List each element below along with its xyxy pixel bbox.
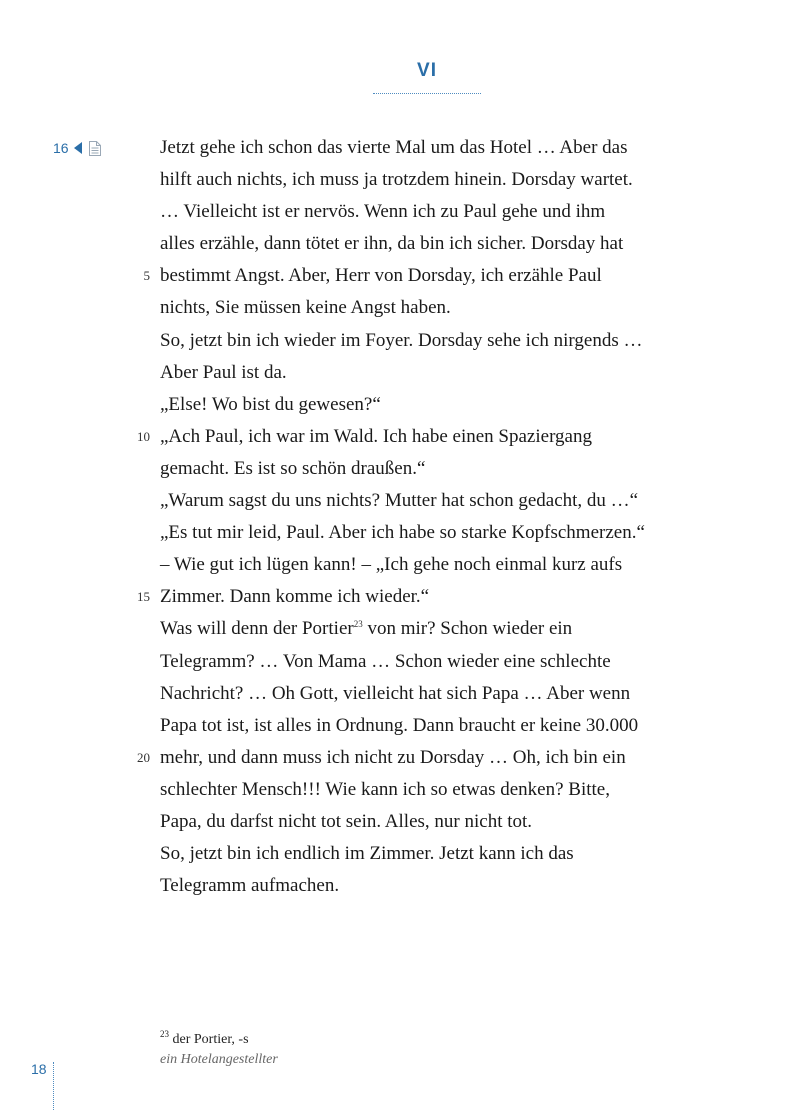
line-text bbox=[160, 132, 628, 164]
text-segment: bestimmt Angst. Aber, Herr von Dorsday, ich erzähle Paul bbox=[160, 265, 602, 287]
line-text bbox=[160, 710, 638, 742]
line-text bbox=[160, 742, 626, 774]
text-line bbox=[0, 549, 790, 581]
text-segment: „Warum sagst du uns nichts? Mutter hat schon gedacht, du …“ bbox=[160, 490, 639, 512]
text-segment: schlechter Mensch!!! Wie kann ich so etwas denken? Bitte, bbox=[160, 778, 610, 800]
page-number: 18 bbox=[31, 1061, 47, 1077]
text-segment: nichts, Sie müssen keine Angst haben. bbox=[160, 297, 451, 319]
text-line bbox=[0, 646, 790, 678]
text-segment: mehr, und dann muss ich nicht zu Dorsday … Oh, ich bin ein bbox=[160, 746, 626, 768]
text-segment: – Wie gut ich lügen kann! – „Ich gehe noch einmal kurz aufs bbox=[160, 554, 623, 576]
text-line bbox=[0, 421, 790, 453]
line-number: 10 bbox=[137, 428, 150, 444]
line-text bbox=[160, 325, 642, 357]
text-line bbox=[0, 260, 790, 292]
chapter-title: VI bbox=[417, 60, 437, 81]
line-text bbox=[160, 357, 287, 389]
line-text bbox=[160, 838, 574, 870]
text-line bbox=[0, 132, 790, 164]
line-text bbox=[160, 485, 638, 517]
text-segment: „Else! Wo bist du gewesen?“ bbox=[160, 393, 381, 415]
line-text bbox=[160, 389, 381, 421]
footnote-gloss: ein Hotelangestellter bbox=[160, 1052, 278, 1067]
footnote-reference: 23 bbox=[353, 619, 363, 630]
story-text bbox=[0, 132, 790, 902]
text-line bbox=[0, 678, 790, 710]
line-text bbox=[160, 228, 623, 260]
text-segment: … Vielleicht ist er nervös. Wenn ich zu Paul gehe und ihm bbox=[160, 201, 606, 223]
text-line bbox=[0, 164, 790, 196]
text-segment: Jetzt gehe ich schon das vierte Mal um das Hotel … Aber das bbox=[160, 137, 628, 158]
line-text bbox=[160, 164, 633, 196]
text-line bbox=[0, 325, 790, 357]
text-line bbox=[0, 742, 790, 774]
line-text bbox=[160, 549, 622, 581]
text-line bbox=[0, 196, 790, 228]
line-number: 20 bbox=[137, 749, 150, 765]
text-segment: „Es tut mir leid, Paul. Aber ich habe so starke Kopfschmerzen.“ bbox=[160, 522, 645, 544]
text-segment: alles erzähle, dann tötet er ihn, da bin ich sicher. Dorsday hat bbox=[160, 233, 624, 255]
line-text bbox=[160, 678, 630, 710]
footnote-term: der Portier, -s bbox=[172, 1032, 249, 1047]
line-text bbox=[160, 517, 645, 549]
line-text bbox=[160, 774, 610, 806]
text-segment: Papa, du darfst nicht tot sein. Alles, nur nicht tot. bbox=[160, 810, 533, 832]
text-line bbox=[0, 613, 790, 645]
text-line bbox=[0, 710, 790, 742]
text-line bbox=[0, 389, 790, 421]
text-segment: So, jetzt bin ich endlich im Zimmer. Jetzt kann ich das bbox=[160, 843, 574, 865]
line-number: 15 bbox=[137, 589, 150, 605]
text-segment: Aber Paul ist da. bbox=[160, 361, 287, 383]
text-line bbox=[0, 838, 790, 870]
text-segment: Papa tot ist, ist alles in Ordnung. Dann braucht er keine 30.000 bbox=[160, 714, 639, 736]
text-segment: So, jetzt bin ich wieder im Foyer. Dorsday sehe ich nirgends … bbox=[160, 329, 643, 351]
line-text bbox=[160, 292, 451, 324]
footnote bbox=[160, 1024, 278, 1070]
text-segment: Nachricht? … Oh Gott, vielleicht hat sich Papa … Aber wenn bbox=[160, 682, 631, 704]
line-text bbox=[160, 260, 602, 292]
text-line bbox=[0, 453, 790, 485]
text-line bbox=[0, 517, 790, 549]
chapter-title-divider bbox=[373, 93, 481, 94]
text-segment: Zimmer. Dann komme ich wieder.“ bbox=[160, 586, 430, 608]
text-line bbox=[0, 774, 790, 806]
text-segment: Telegramm? … Von Mama … Schon wieder eine schlechte bbox=[160, 650, 611, 672]
text-line bbox=[0, 357, 790, 389]
text-segment: hilft auch nichts, ich muss ja trotzdem hinein. Dorsday wartet. bbox=[160, 169, 633, 191]
text-line bbox=[0, 485, 790, 517]
audio-track-number: 16 bbox=[53, 140, 69, 156]
line-text bbox=[160, 646, 611, 678]
line-text bbox=[160, 870, 339, 902]
text-segment: gemacht. Es ist so schön draußen.“ bbox=[160, 457, 426, 479]
text-line bbox=[0, 806, 790, 838]
line-text bbox=[160, 453, 425, 485]
line-text bbox=[160, 196, 605, 228]
text-segment: Was will denn der Portier bbox=[160, 618, 354, 640]
text-segment: „Ach Paul, ich war im Wald. Ich habe einen Spaziergang bbox=[160, 425, 592, 447]
text-line bbox=[0, 292, 790, 324]
footnote-number: 23 bbox=[160, 1029, 169, 1039]
text-line bbox=[0, 870, 790, 902]
text-line bbox=[0, 228, 790, 260]
line-text bbox=[160, 581, 429, 613]
footnote-entry bbox=[160, 1029, 249, 1047]
text-segment: Telegramm aufmachen. bbox=[160, 875, 340, 897]
line-text bbox=[160, 806, 532, 838]
page-number-divider bbox=[53, 1062, 54, 1110]
line-text bbox=[160, 421, 592, 453]
text-line bbox=[0, 581, 790, 613]
line-text bbox=[160, 613, 572, 645]
line-number: 5 bbox=[143, 268, 150, 284]
text-segment: von mir? Schon wieder ein bbox=[362, 618, 573, 640]
